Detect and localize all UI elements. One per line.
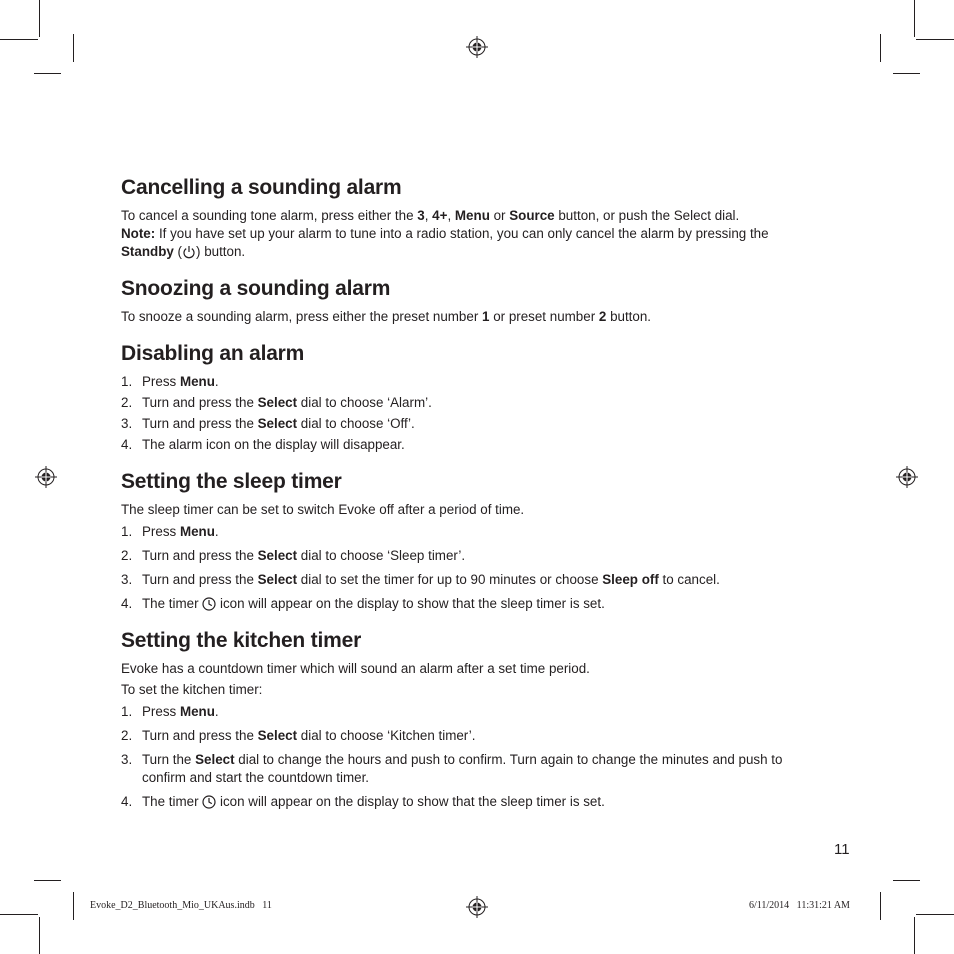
crop-mark bbox=[39, 917, 40, 954]
crop-mark bbox=[880, 34, 881, 62]
clock-icon bbox=[202, 795, 216, 809]
sleep-steps bbox=[121, 523, 821, 613]
registration-mark-icon bbox=[896, 466, 918, 488]
crop-mark bbox=[914, 0, 915, 37]
crop-mark bbox=[0, 39, 38, 40]
crop-mark bbox=[893, 880, 920, 881]
crop-mark bbox=[914, 917, 915, 954]
clock-icon bbox=[202, 597, 216, 611]
heading-disabling-alarm: Disabling an alarm bbox=[121, 342, 305, 365]
list-item: 3. Turn the Select dial to change the hours and push to confirm. Turn again to change the minutes and push to confirm and start the countdown timer. bbox=[121, 752, 783, 785]
crop-mark bbox=[0, 914, 38, 915]
disable-steps bbox=[121, 373, 821, 454]
crop-mark bbox=[73, 892, 74, 920]
list-item: 4. The timer icon will appear on the display to show that the sleep timer is set. bbox=[121, 794, 605, 809]
crop-mark bbox=[34, 880, 61, 881]
cancel-paragraph: To cancel a sounding tone alarm, press either the 3, 4+, Menu or Source button, or push the Select dial. bbox=[121, 208, 740, 223]
crop-mark bbox=[880, 892, 881, 920]
registration-mark-icon bbox=[466, 896, 488, 918]
section-disabling-alarm bbox=[121, 341, 821, 454]
kitchen-intro: Evoke has a countdown timer which will sound an alarm after a set time period. bbox=[121, 661, 590, 676]
page-content bbox=[121, 175, 821, 826]
crop-mark bbox=[893, 73, 920, 74]
list-item: 3. Turn and press the Select dial to set the timer for up to 90 minutes or choose Sleep off to cancel. bbox=[121, 572, 720, 587]
list-item: 1. Press Menu. bbox=[121, 374, 219, 389]
list-item: 4. The alarm icon on the display will disappear. bbox=[121, 437, 405, 452]
section-kitchen-timer bbox=[121, 628, 821, 811]
section-cancelling-alarm bbox=[121, 175, 821, 261]
snooze-paragraph: To snooze a sounding alarm, press either the preset number 1 or preset number 2 button. bbox=[121, 309, 652, 324]
section-snoozing-alarm bbox=[121, 276, 821, 326]
list-item: 1. Press Menu. bbox=[121, 704, 219, 719]
heading-sleep-timer: Setting the sleep timer bbox=[121, 470, 342, 493]
list-item: 1. Press Menu. bbox=[121, 524, 219, 539]
list-item: 4. The timer icon will appear on the display to show that the sleep timer is set. bbox=[121, 596, 605, 611]
list-item: 2. Turn and press the Select dial to choose ‘Sleep timer’. bbox=[121, 548, 466, 563]
heading-snoozing-alarm: Snoozing a sounding alarm bbox=[121, 277, 391, 300]
crop-mark bbox=[39, 0, 40, 37]
crop-mark bbox=[916, 914, 954, 915]
note-paragraph: Note: If you have set up your alarm to tune into a radio station, you can only cancel the alarm by pressing the Standby ( ) button. bbox=[121, 226, 769, 259]
crop-mark bbox=[34, 73, 61, 74]
sleep-intro: The sleep timer can be set to switch Evoke off after a period of time. bbox=[121, 502, 525, 517]
list-item: 2. Turn and press the Select dial to choose ‘Alarm’. bbox=[121, 395, 432, 410]
kitchen-intro-2: To set the kitchen timer: bbox=[121, 682, 263, 697]
slug-filename: Evoke_D2_Bluetooth_Mio_UKAus.indb 11 bbox=[90, 900, 272, 911]
crop-mark bbox=[73, 34, 74, 62]
kitchen-steps bbox=[121, 703, 821, 811]
list-item: 3. Turn and press the Select dial to choose ‘Off’. bbox=[121, 416, 415, 431]
section-sleep-timer bbox=[121, 469, 821, 613]
note-label: Note: bbox=[121, 226, 156, 241]
crop-mark bbox=[916, 39, 954, 40]
heading-cancelling-alarm: Cancelling a sounding alarm bbox=[121, 176, 402, 199]
list-item: 2. Turn and press the Select dial to choose ‘Kitchen timer’. bbox=[121, 728, 476, 743]
registration-mark-icon bbox=[35, 466, 57, 488]
heading-kitchen-timer: Setting the kitchen timer bbox=[121, 629, 362, 652]
power-icon bbox=[182, 245, 196, 259]
registration-mark-icon bbox=[466, 36, 488, 58]
page-number: 11 bbox=[834, 841, 850, 858]
slug-timestamp: 6/11/2014 11:31:21 AM bbox=[749, 900, 850, 911]
